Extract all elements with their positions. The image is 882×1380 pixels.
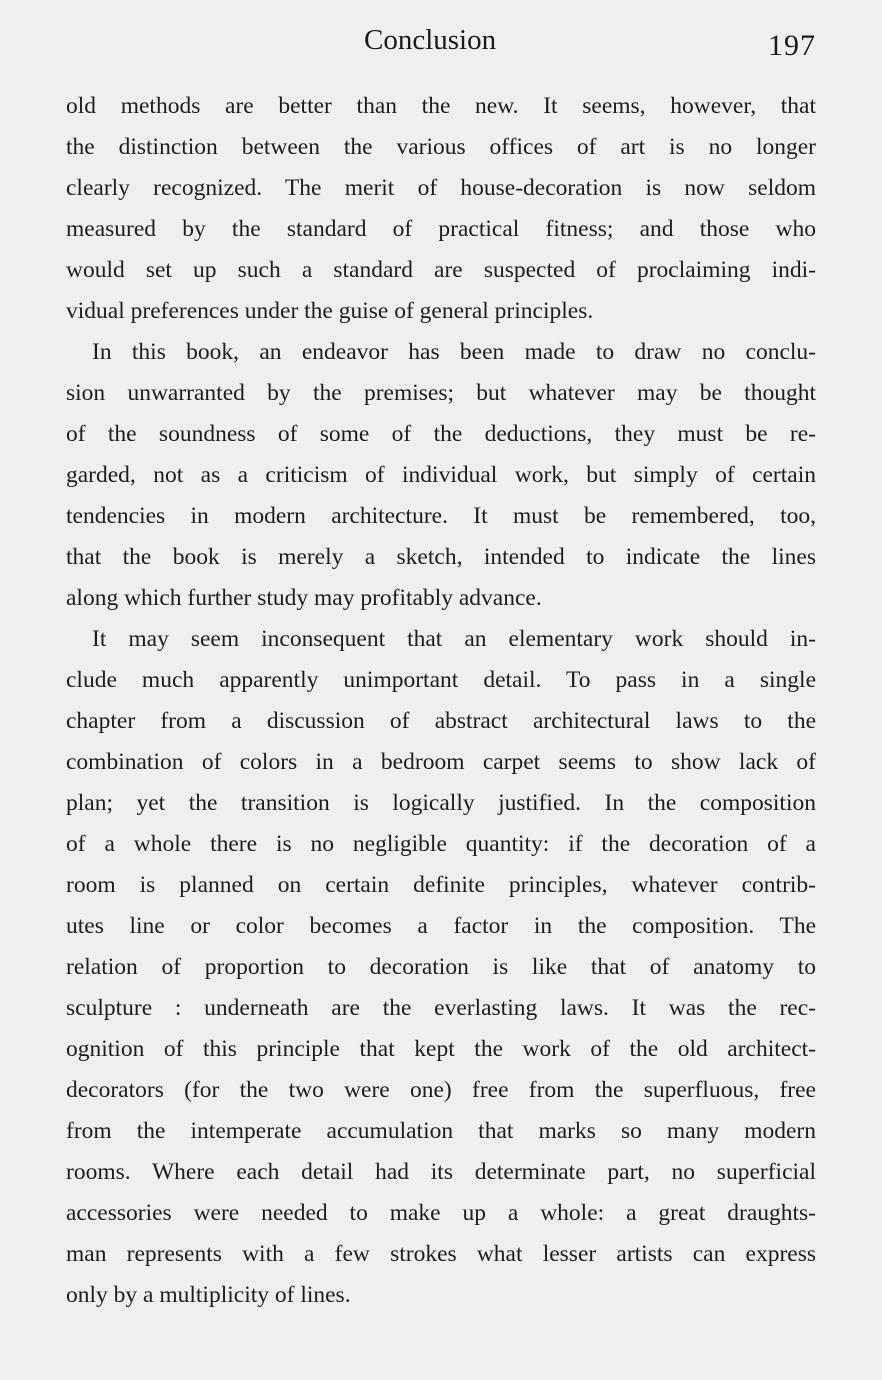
- text-line: In this book, an endeavor has been made to draw no conclu-: [92, 339, 816, 365]
- text-line: rooms. Where each detail had its determinate part, no superficial: [66, 1159, 816, 1185]
- body-text: [66, 86, 816, 1316]
- text-line: tendencies in modern architecture. It must be remembered, too,: [66, 503, 816, 529]
- text-line: ognition of this principle that kept the work of the old architect-: [66, 1036, 816, 1062]
- text-line: vidual preferences under the guise of general principles.: [66, 298, 594, 324]
- text-line: It may seem inconsequent that an elementary work should in-: [92, 626, 816, 652]
- text-line: utes line or color becomes a factor in the composition. The: [66, 913, 816, 939]
- text-line: accessories were needed to make up a whole: a great draughts-: [66, 1200, 816, 1226]
- page-number: 197: [768, 29, 816, 62]
- text-line: would set up such a standard are suspected of proclaiming indi-: [66, 257, 816, 283]
- text-line: from the intemperate accumulation that marks so many modern: [66, 1118, 816, 1144]
- text-line: relation of proportion to decoration is like that of anatomy to: [66, 954, 816, 980]
- text-line: combination of colors in a bedroom carpet seems to show lack of: [66, 749, 816, 775]
- text-line: room is planned on certain definite principles, whatever contrib-: [66, 872, 816, 898]
- paragraph-1: [66, 86, 816, 332]
- text-line: sion unwarranted by the premises; but whatever may be thought: [66, 380, 816, 406]
- text-line: clearly recognized. The merit of house-decoration is now seldom: [66, 175, 816, 201]
- paragraph-2: [66, 332, 816, 619]
- text-line: only by a multiplicity of lines.: [66, 1282, 351, 1308]
- text-line: clude much apparently unimportant detail. To pass in a single: [66, 667, 816, 693]
- text-line: decorators (for the two were one) free from the superfluous, free: [66, 1077, 816, 1103]
- text-line: old methods are better than the new. It seems, however, that: [66, 93, 816, 119]
- text-line: that the book is merely a sketch, intended to indicate the lines: [66, 544, 816, 570]
- running-title: Conclusion: [364, 24, 497, 56]
- text-line: of the soundness of some of the deductions, they must be re-: [66, 421, 816, 447]
- text-line: measured by the standard of practical fitness; and those who: [66, 216, 816, 242]
- text-line: garded, not as a criticism of individual work, but simply of certain: [66, 462, 816, 488]
- text-line: the distinction between the various offices of art is no longer: [66, 134, 816, 160]
- text-line: sculpture : underneath are the everlasting laws. It was the rec-: [66, 995, 816, 1021]
- paragraph-3: [66, 619, 816, 1316]
- text-line: plan; yet the transition is logically justified. In the composition: [66, 790, 816, 816]
- running-head: [0, 20, 882, 68]
- text-line: man represents with a few strokes what lesser artists can express: [66, 1241, 816, 1267]
- text-line: chapter from a discussion of abstract architectural laws to the: [66, 708, 816, 734]
- text-line: of a whole there is no negligible quantity: if the decoration of a: [66, 831, 816, 857]
- text-line: along which further study may profitably advance.: [66, 585, 542, 611]
